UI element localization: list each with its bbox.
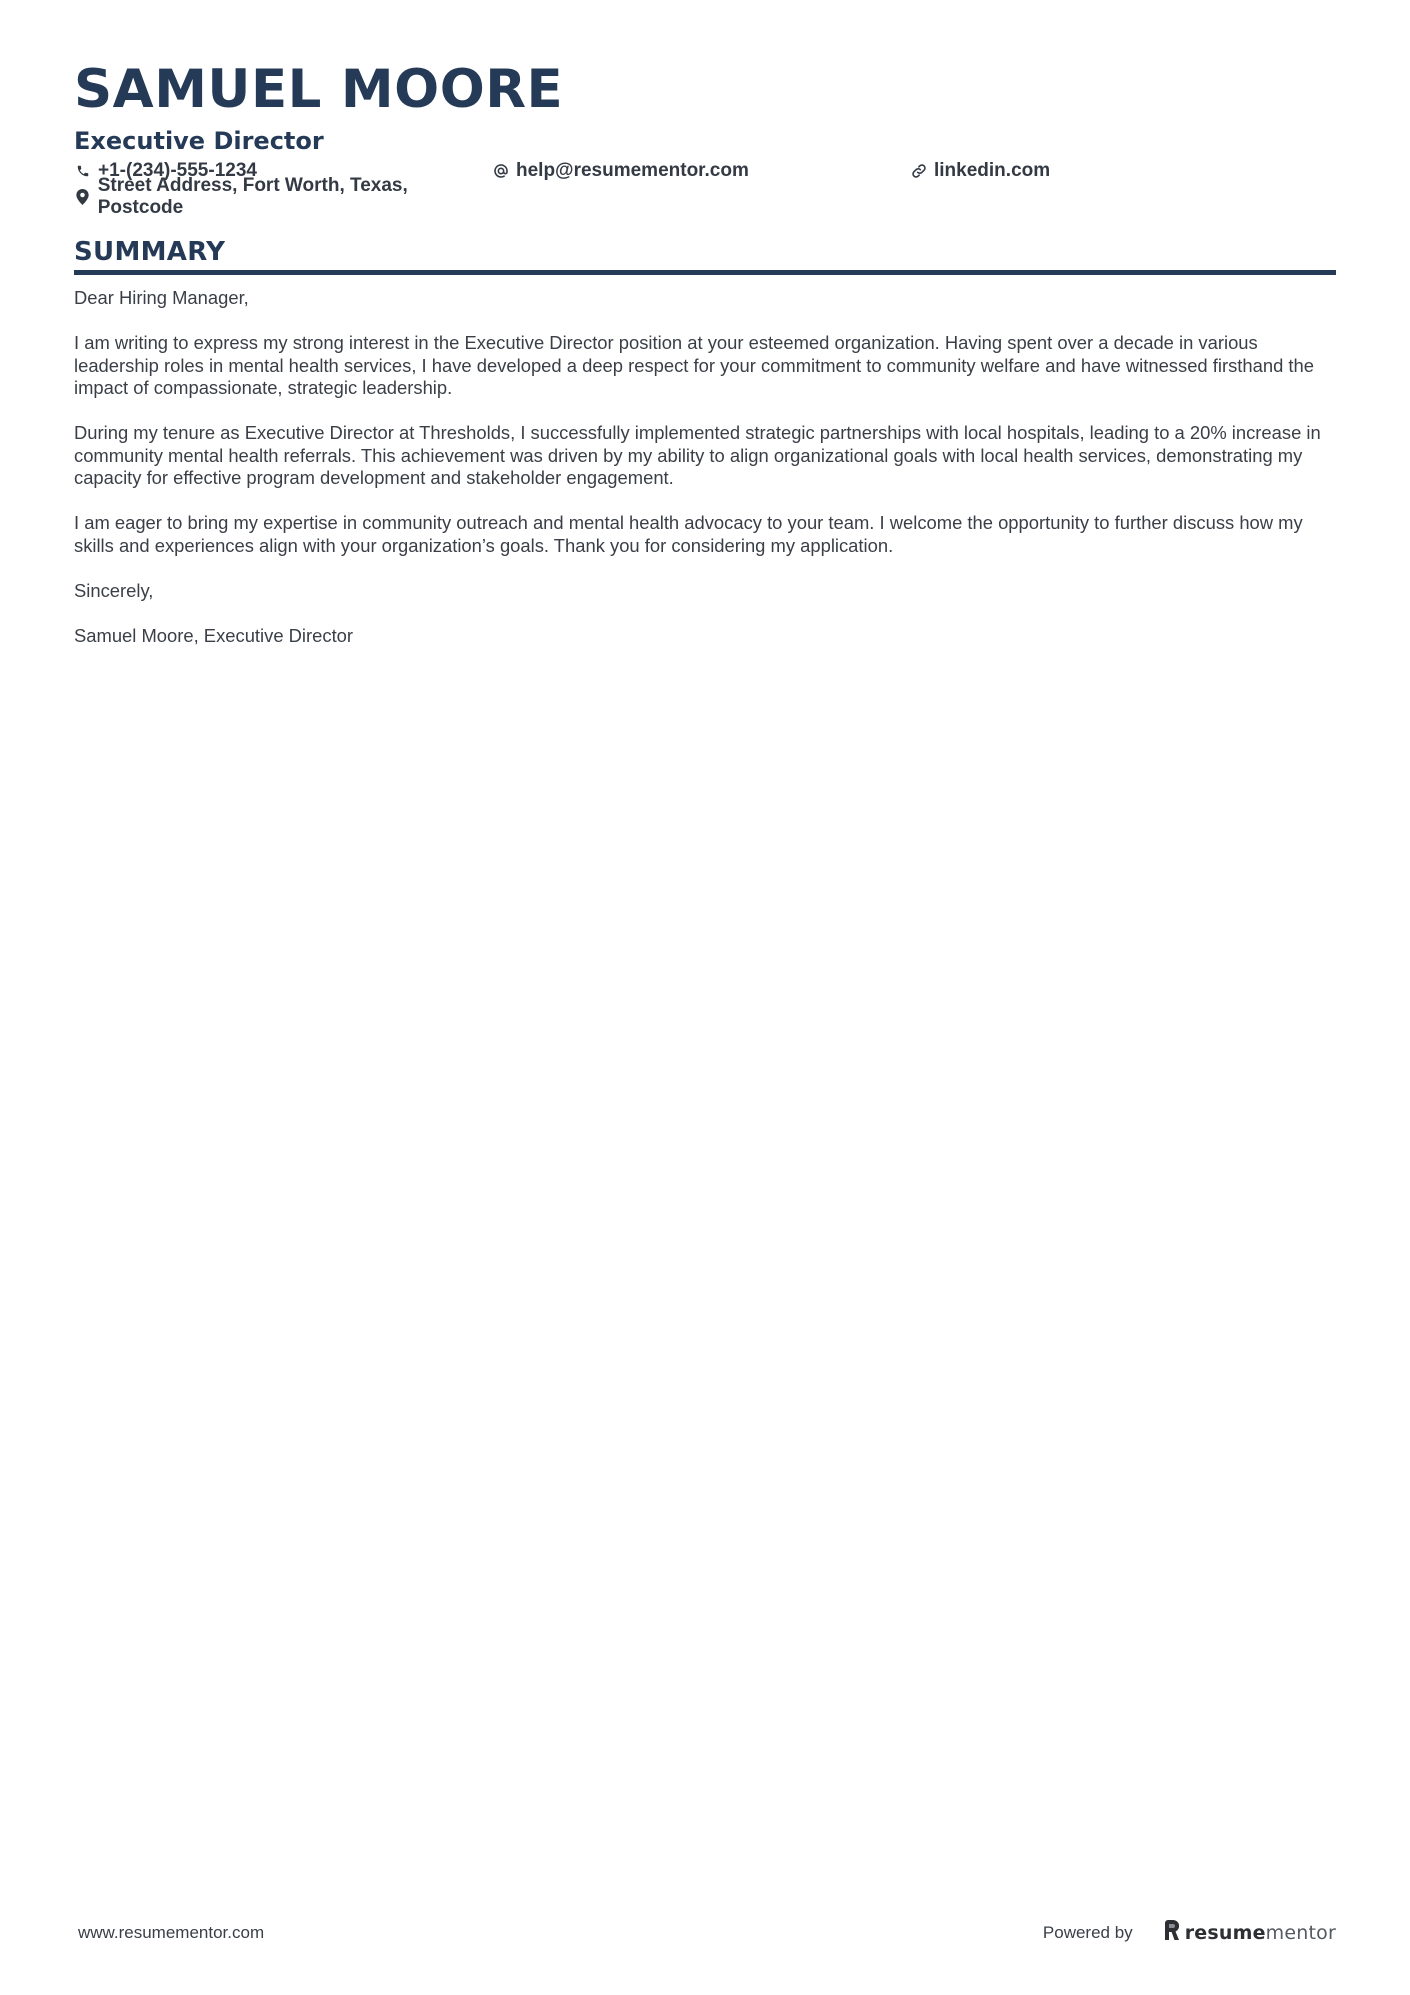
link-icon <box>910 162 928 180</box>
letter-body <box>74 287 1336 647</box>
resumementor-logo-icon <box>1165 1920 1181 1945</box>
phone-text: +1-(234)-555-1234 <box>98 160 257 181</box>
powered-by <box>1043 1920 1336 1945</box>
summary-section <box>74 236 1336 647</box>
brand-name-part1: resume <box>1184 1921 1266 1944</box>
job-title: Executive Director <box>74 127 324 155</box>
at-icon <box>492 162 510 180</box>
footer-website-link[interactable]: www.resumementor.com <box>78 1922 265 1942</box>
brand-name-part2: mentor <box>1265 1921 1336 1944</box>
salutation: Dear Hiring Manager, <box>74 287 249 308</box>
section-divider <box>74 270 1336 275</box>
header <box>74 0 1336 218</box>
closing: Sincerely, <box>74 579 154 601</box>
map-pin-icon <box>74 188 92 206</box>
phone-icon <box>74 162 92 180</box>
contact-website <box>910 160 1336 182</box>
signature: Samuel Moore, Executive Director <box>74 624 354 646</box>
contact-email <box>492 160 910 182</box>
body-paragraph: I am eager to bring my expertise in community outreach and mental health advocacy to your team. I welcome the opportunity to further discuss how my skills and experiences align with your organization’s goals. Thank you for considering my application. <box>74 512 1303 556</box>
email-text: help@resumementor.com <box>516 160 749 181</box>
powered-by-label: Powered by <box>1042 1922 1133 1942</box>
address-text: Street Address, Fort Worth, Texas, Postcode <box>97 175 408 218</box>
body-paragraph: During my tenure as Executive Director at Thresholds, I successfully implemented strategic partnerships with local hospitals, leading to a 20% increase in community mental health referrals. This achievement was driven by my ability to align organizational goals with local health services, demonstrating my capacity for effective program development and stakeholder engagement. <box>74 422 1321 488</box>
website-text: linkedin.com <box>934 160 1051 181</box>
body-paragraph: I am writing to express my strong interest in the Executive Director position at your esteemed organization. Having spent over a decade in various leadership roles in mental health services, I have developed a deep respect for your commitment to community welfare and have witnessed firsthand the impact of compassionate, strategic leadership. <box>74 332 1314 398</box>
brand-logo[interactable] <box>1165 1920 1336 1945</box>
candidate-name: SAMUEL MOORE <box>74 59 564 120</box>
contact-address <box>74 175 492 218</box>
contact-info <box>74 160 1336 218</box>
section-heading: SUMMARY <box>74 237 226 267</box>
footer <box>78 1920 1336 1945</box>
